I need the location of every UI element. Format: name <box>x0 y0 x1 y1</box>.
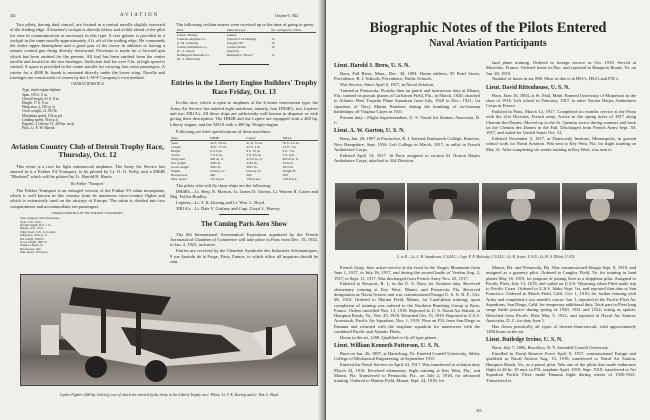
table-cell: 5 ft. 6¾ in. <box>246 153 262 158</box>
table-cell: 124 m.p.h. <box>210 177 225 182</box>
spec-line: Horsepower, 400 <box>20 246 41 251</box>
column-header: Make & Type <box>226 28 270 33</box>
spec-line: Span, 105 ft. 6 in. <box>22 92 48 97</box>
spec-line: Wing chord, 14 ft. 11 in. max. <box>20 229 57 234</box>
liberty-heading: Entries in the Liberty Engine Builders' Trophy Race Friday, Oct. 13 <box>171 78 317 96</box>
table-cell: Engine <box>171 169 181 174</box>
table-cell: 39 ft. 4¾ in. <box>282 141 300 146</box>
bio-paragraph: Enrolled in Naval Reserve Force April 9, 1917, commissioned Ensign and qualified as Naval Aviator Aug. 13, 1918; transferred to Naval Air Station, Hampton Roads, Va., as a patrol pilot. Was one of the pilots that made endurance flight of 20 hr. 19 min. in F5L seaplane April, 1919. Sept. 1919, transferred to Air Squadron Pacific Fleet; made Panama flight during winter of 1920-1921. Transferred to <box>486 351 636 383</box>
right-page <box>326 0 650 420</box>
bio-column-2-bottom <box>486 265 636 383</box>
table-row <box>176 57 316 61</box>
portrait-irvine <box>482 183 560 250</box>
table-cell: Johnson Airplane Co. <box>177 37 207 42</box>
spec-line: Net weight, 5020 lb. <box>20 236 45 241</box>
divider <box>219 64 269 65</box>
paris-heading: The Coming Paris Aero Show <box>201 221 287 229</box>
pilot-entry: DH4B's—Lt. Benj. R. Morton, Lt. James D. Givens, Lt. Warren R. Carter and Maj. Follett Bradley. <box>170 189 318 200</box>
bio-paragraph: land plane training. Ordered to foreign service in Oct. 1918. Served at Moutchic, France. Ordered home in Dec. and reported at Hampton Roads, Va. on Jan. 20, 1919. <box>486 60 636 76</box>
table-cell: Length <box>171 145 181 150</box>
specs-intro: Following are brief specifications of these machines: <box>176 128 272 134</box>
bio-paragraph: French Army. Saw active service at the front in the Vosges Mountains from June 1, 1917, to July 26, 1917, and during the second battle of Verdun Aug. 2, 1917, to Sept. 11, 1917. Was discharged from French Army Nov. 25, 1917. <box>334 265 480 281</box>
table-cell: 16 <box>271 41 275 46</box>
column-header: DH4B <box>209 136 245 141</box>
article-subtitle: Naval Aviation Participants <box>429 38 547 49</box>
column-header: Lepere <box>245 136 281 141</box>
bio-paragraph: Born, July 7, 1896, Brooklyn, N. Y. Attended Cornell University. <box>492 345 609 351</box>
running-title: AVIATION <box>120 13 160 18</box>
table-cell: 42 ft. 5¾ in. <box>210 141 227 146</box>
issue-date: October 9, 1922 <box>275 14 299 18</box>
pilot-entry: Lepères—Lt. T. K. Koenig and Lt. Wm. L. Boyd. <box>176 200 266 206</box>
civilian-entries-table <box>176 28 316 61</box>
table-cell <box>226 57 270 61</box>
table-cell: 400 <box>210 173 216 178</box>
column-header: No. Assigned to Plane <box>270 28 316 33</box>
table-cell: (J. M. Johnson) <box>177 41 199 46</box>
bio-paragraph: Present duty—Flight Superintendent, U. S. Naval Air Station, Anacostia, D. C. <box>334 114 480 126</box>
column-header: Pilot <box>176 28 226 33</box>
bio-column-2-top <box>486 60 636 152</box>
characteristics-list <box>10 88 165 130</box>
detroit-heading: Aviation Country Club of Detroit Trophy Race, Thursday, Oct. 12 <box>10 141 165 160</box>
bio-paragraph: Has flown practically all types of heavier-than-aircraft, with approximately 1400 hours in the air. <box>486 323 636 335</box>
table-cell: Wing area <box>171 157 185 162</box>
table-cell: Max. speed <box>171 177 187 182</box>
table-cell: 400 <box>246 173 252 178</box>
portraits-caption: L. to R.—Lt. L. H. Sanderson, U.S.M.C.; Capt. F. P. Mulcahy, U.S.M.C.; Lt. R. Irvine, U.S.N.; Lt. H. A. Elliott, U.S.N. <box>396 255 576 259</box>
lepere-fighter-photo <box>20 274 318 386</box>
table-cell: Remington-Burnelli Co. <box>177 53 210 58</box>
table-cell: Liberty-12 <box>246 169 261 174</box>
table-cell: 9 ft. 7 in. <box>282 149 296 154</box>
table-cell: 300 <box>282 173 288 178</box>
liberty-paragraph: In this race, which is open to airplanes of the 2-seater observation type, the Army Air Service has entered eight machines, namely, four DH4B's, two Lepères and two XB1A's. All these ships are sufficiently well known to dispense us with giving their description. The DH4B and the Lepère are equipped with a 400 hp. Liberty engine, and the XB1A with a 300 hp. Wright engine. <box>170 100 318 127</box>
table-cell: LePere <box>226 33 237 38</box>
table-cell: 405.8 sq. ft. <box>282 157 299 162</box>
table-cell: 2321 lb. <box>282 161 294 166</box>
bio-paragraph: Born, June 16, 1894, at St. Paul, Minn. Entered University of Minnesota in the class of 1916. Left school in February, 1917, to enter Norton Harjes Ambulance Corps in France. <box>486 92 636 109</box>
table-cell: 440 sq. ft. <box>210 157 224 162</box>
portrait-mulcahy <box>407 183 479 250</box>
column-header: XB1A <box>282 136 318 141</box>
spec-line: Type, triple engine biplane. <box>22 88 62 93</box>
fokker-paragraph: The Fokker Transport is an enlarged version of the Fokker F3 cabin monoplane, which is well known in this country from its numerous cross-country flights and which is extensively used on the airways of Europe. The cabin is divided into two compartments and accommodates ten passengers. <box>10 187 165 209</box>
spec-line: Engines, 3 Liberty-12, 400 hp. each. <box>22 122 75 127</box>
table-cell: Wright H <box>282 169 296 174</box>
table-cell: 5 ft. 6 in. <box>210 153 223 158</box>
table-cell: 4595 lb. <box>210 165 222 170</box>
fokker-characteristics-list <box>10 217 165 254</box>
pilot-entry: XB1A's—Lt. Dale V. Gaffney and Capt. Lloyd L. Harvey. <box>176 205 281 211</box>
bio-column-1-top <box>334 60 480 164</box>
spec-line: Height, 17 ft. 9 in. <box>22 101 49 106</box>
table-cell: Curtiss Oriole <box>226 45 246 50</box>
bio-heading: Lieut. Rutledge Irvine, U. S. N. <box>486 337 563 344</box>
spec-line: Engine, Liberty-12 <box>20 243 43 248</box>
fokker-subheading: The Fokker "Transport" <box>70 181 105 186</box>
article-title: Biographic Notes of the Pilots Entered <box>369 20 607 36</box>
spec-line: Height, 12 ft. 10 in. <box>20 226 44 231</box>
portrait-sanderson <box>335 183 405 250</box>
spec-line: Pilot, Lt. E. W. Barron. <box>22 126 56 131</box>
table-cell: 15 <box>271 53 275 58</box>
bio-paragraph: Miami, Fla. and Pensacola, Fla. Was commissioned Ensign Sept. 8, 1918, and assigned as a gunnery pilot. Ordered to Langley Field, Va. for training in land planes May 16, 1919, for purpose of joining fleet as a shipplane pilot. Assigned to Pacific Fleet, July 13, 1919, and sailed on U.S.S. Wyoming when Fleet made trip to Pacific Coast. Ordered to U.S.S. Idaho Sept. 1st, and reported that date at San Francisco. Ordered to March Field, Calif. Oct. 1, 1919, for further training with Army and completed a two month's course. Jan. 1, reported to the Pacific Fleet Air Squadrons, San Diego, Calif. for temporary additional duty. Took part in Fleet long range battle practice during spring of 1920, 1921 and 1922, acting as spotter. Detached from Pacific Fleet May 5, 1922, and reported at Naval Air Station, Anacostia, D. C. for duty June 1. <box>486 265 636 323</box>
intro-paragraph: Two pilots, having dual control, are located in a central nacelle slightly rearward of the leading edge. A bomber's cockpit is directly below and a little ahead of the pilot for ease in communication as necessary in this type. A rear gunner is provided in a cockpit in the same nacelle approximately 4 ft. aft of the trailing edge. He commands the entire upper hemisphere and a good part of the lower in addition to having a remote control gun firing directly downward. Provision is made for a forward gun which has been omitted for the present. All fuel has been omitted from the center nacelle and located in the two fuselages. Sufficient fuel for over 5 hr. at high speed is carried. A space is provided in the center nacelle for carrying four extra passengers. A carrier for a 4000 lb. bomb is mounted directly under the lower wing. Nacelle and fuselages are constructed of veneer by the L-W-F Company's own method. <box>10 22 165 80</box>
spec-line: Span, 74 ft. 10 in. <box>20 219 42 224</box>
bio-paragraph: War Service, Since April 6, 1917, in Naval Aviation. <box>340 82 435 88</box>
portrait-elliott <box>562 183 637 250</box>
left-column <box>10 22 165 255</box>
bio-heading: Lieut. David Rittenhouse, U. S. N. <box>486 84 570 91</box>
characteristics-title: CHARACTERISTICS <box>71 82 104 87</box>
bio-paragraph: Hours in the air, 1200. Qualified to fly all type planes. <box>340 334 438 340</box>
spec-line: Max. speed, 110 m.p.h. <box>20 250 49 255</box>
table-row <box>170 177 318 181</box>
bio-paragraph: Born, Jan. 29, 1897 at Pawtucket, R. I. Entered Dartmouth College, Hanover, New Hampshire, Sept. 1916. Left College in March, 1917, to enlist in French Ambulance Corps. <box>334 136 480 153</box>
spec-line: Wing area, 2,136 sq. ft. <box>22 105 56 110</box>
bio-paragraph: Enlisted at Newport, R. I., in the U. S. Navy for Aviation duty. Received elementary training at Key West, Miami, and Pensacola, Fla. Received designation as Naval Aviator and was commissioned Ensign U. S. N. R. F., Oct. 28, 1918. Ordered to Marine Field, Miami, for Land-plane training; upon completion of training was ordered to the Northern Bombing Group at Paris, France. Orders cancelled Nov. 13, 1918. Reported to U. S. Naval Air Station, at Hampton Roads, Va., Nov. 25, 1918. Detached Oct. 15, 1919. Reported to U.S.S. Aroostook, Pacific Air Squadron, Nov. 1, 1919. Flew an F5L from San Diego to Panama and returned with the seaplane squadron for maneuvers with the combined Pacific and Atlantic Fleets. <box>334 281 480 335</box>
spec-line: Wing area, 1016 sq. ft. <box>20 233 48 238</box>
table-cell: Gross weight <box>171 165 189 170</box>
table-cell: Curtiss Exhibition Co. <box>177 45 208 50</box>
table-cell: 30 ft. 1½ in. <box>210 145 227 150</box>
table-cell: (Special) <box>226 49 240 54</box>
bio-paragraph: Enlisted November 5, 1917, at Dunwoody Institute, Minneapolis, in ground school work for Naval Aviation. Was sent to Key West, Fla. for flight training on May 31. After completing six weeks training at Key West, was sent to <box>486 136 636 152</box>
table-cell: 25 ft. 7 in. <box>282 145 297 150</box>
paris-paragraph: The 8th International Aeronautical Exposition organized by the French Aeronautical Chamber of Commerce will take place in Paris from Dec. 15, 1922, to Jan. 2, 1923, inclusive. <box>170 231 318 248</box>
bio-heading: Lieut. Harold J. Brow, U. S. N. <box>334 63 410 69</box>
photo-caption: Lepère Fighter (400 hp. Liberty), two of which are entered by the Army in the Liberty Trophy race. Pilots: Lt. T. K. Koenig and Lt. Wm. L. Boyd <box>59 393 279 397</box>
bio-paragraph: Trained at Pensacola, Florida; then on patrol and instruction duty at Miami, Fla.; trained on pursuit planes at Carlstrom Field, Fla., in March, 1920; attached to Atlantic Fleet Torpedo Plane Squadron from July, 1920 to Dec., 1921; 1st squadron of Navy Martin Bombers during the bombing of ex-German battleships off Virginia Capes in 1921. <box>334 87 480 115</box>
pilots-intro: The pilots who will fly these ships are the following: <box>176 183 272 189</box>
bio-paragraph: Number of hours in air, 800. Most of this is in HS1's, HS2's and F5L's. <box>492 76 620 82</box>
table-cell: Liberty-12 <box>210 169 225 174</box>
table-cell: Span <box>171 141 178 146</box>
column-header: Type <box>170 136 209 141</box>
bio-paragraph: Entered the Naval Service on April 24, 1917. Was transferred to aviation duty March 24, 1918. Received elementary flight training at Key West, Fla., and Miami, Fla. Transferred to Pensacola, Fla., on July 2, 1918, for advanced training. Ordered to Marine Field, Miami, Sept. 24, 1918, for <box>334 362 480 384</box>
table-cell: (R. S. McIntosh) <box>177 57 200 62</box>
table-cell: 3825 lb. <box>246 165 258 170</box>
bio-column-1-bottom <box>334 265 480 384</box>
spec-line: Overall length, 49 ft. 1 in. <box>20 222 52 227</box>
table-cell: 3813 lb. <box>282 165 294 170</box>
bio-heading: Lieut. A. W. Gorton, U. S. N. <box>334 128 405 135</box>
civilian-intro: The following civilian entries were received up to the time of going to press: <box>176 22 315 27</box>
spec-line: Gross weight, 7987 lb. <box>20 240 48 245</box>
table-cell: (Special Cox Design) <box>226 37 256 42</box>
table-cell: Vought VE7 <box>226 41 244 46</box>
pilots-list <box>170 189 318 211</box>
paris-article <box>170 232 318 264</box>
paris-paragraph: Entries are received by the Chambre Syndicale des Industries Aéronautiques, 9 rue Anatole de la Forge, Paris, France, to which office all inquiries should be sent. <box>170 248 318 264</box>
table-cell <box>270 57 316 61</box>
table-cell: 130 m.p.h. <box>282 177 298 182</box>
bio-paragraph: Enlisted in Paris, March 12, 1917. Completed six months service at the Front with the 21st Division, French army. Active in the spring drive of 1917 along Chemin-des-Dames. Moved up to the St. Quentin sector during summer and back on the Chemin des Dames in the Fall. Discharged from French Army Sept. 30, 1917, and sailed for United States Oct. 12. <box>486 109 636 136</box>
table-cell: 14 <box>271 45 275 50</box>
spec-line: Overall length, 61 ft. 8 in. <box>22 96 60 101</box>
spec-line: Gross weight, 21,192 lb. <box>22 109 58 114</box>
table-cell: Height <box>171 149 181 154</box>
specs-table <box>170 136 318 181</box>
bio-paragraph: Enlisted April 14, 1917. In Paris assigned to section 61 Norton Harjes Ambulance Corps, attached to 42d Division, <box>334 152 480 164</box>
table-cell: Remington "Racer" <box>226 53 254 58</box>
table-cell: 2939 lb. <box>210 161 222 166</box>
divider <box>219 214 269 215</box>
table-cell: 12 <box>271 37 275 42</box>
detroit-paragraph: This event is a race for light commercial airplanes. The Army Air Service has entered in it a Fokker F4 Transport, to be piloted by Lt. O. G. Kelly, and a DH4B "Bluebird" which will be piloted by Lt. Harold R. Harris. <box>10 163 165 180</box>
page-number: 454 <box>10 14 16 18</box>
table-cell: John L. Hanley <box>177 33 198 38</box>
table-cell: Horsepower <box>171 173 188 178</box>
table-cell: 2561 lb. <box>246 161 258 166</box>
bio-paragraph: Born, Fall River, Mass., Dec. 30, 1894. Home address, 95 Pearl Street, Providence, R. I. Schools, Providence, Public Schools. <box>334 71 480 82</box>
table-cell: 25 ft. 3 in. <box>246 145 261 150</box>
table-cell: Net weight <box>171 161 186 166</box>
fokker-characteristics-title: CHARACTERISTICS OF THE FOKKER "TRANSPORT" <box>51 210 124 215</box>
right-column <box>170 22 318 265</box>
bio-heading: Lieut. William Kenneth Patterson, U. S. N. <box>334 343 440 350</box>
spec-line: Type, transport cabin monoplane. <box>20 216 61 221</box>
table-cell: 41 ft. 7¼ in. <box>246 141 263 146</box>
table-cell: 9 ft. 8 in. <box>210 149 223 154</box>
spec-line: Maximum speed, 104 m.p.h. <box>22 113 64 118</box>
table-cell: (C. S. Jones) <box>177 49 195 54</box>
bio-paragraph: Born on Jan. 26, 1897, at Harrisburg, Pa. Entered Cornell University, Sibley College of Mechanical Engineering, in September 1915. <box>334 351 480 362</box>
table-cell: 415.9 sq. ft. <box>246 157 263 162</box>
table-cell: 5 ft. 6 in. <box>282 153 296 158</box>
biplane-illustration <box>21 275 319 387</box>
page-number: 455 <box>476 409 482 413</box>
table-cell: Chord <box>171 153 180 158</box>
table-cell: 136 m.p.h. <box>246 177 261 182</box>
table-cell: 9 ft. 10 in. <box>246 149 261 154</box>
spec-line: Landing speed, 56 m.p.h. <box>22 117 59 122</box>
